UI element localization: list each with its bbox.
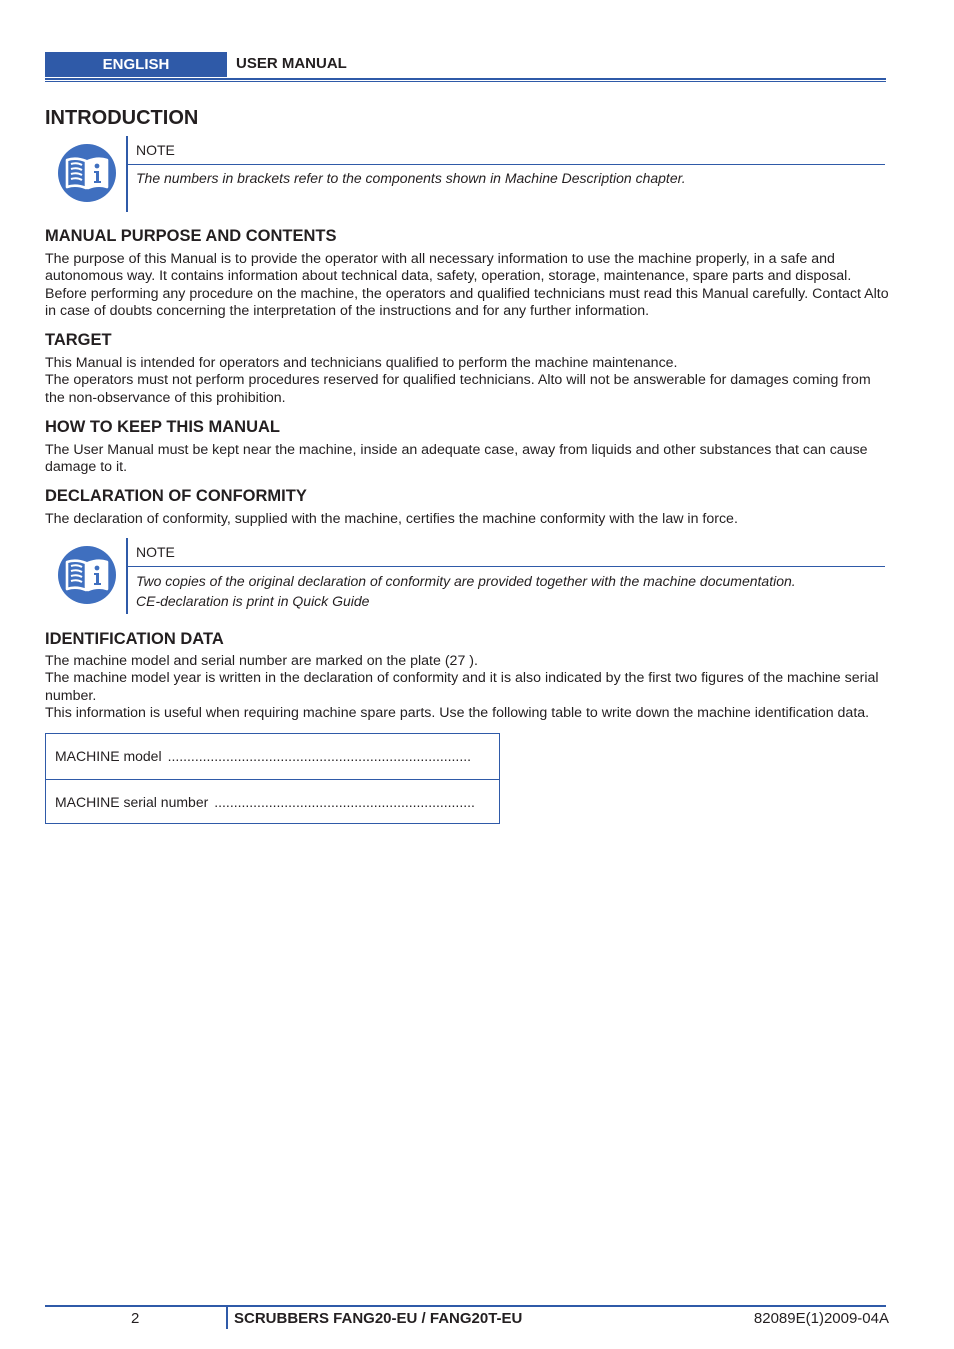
header-rule-thin	[45, 81, 886, 82]
machine-model-row[interactable]	[46, 734, 499, 778]
manual-info-icon	[58, 144, 116, 202]
identification-table	[45, 733, 500, 824]
section-title-purpose: MANUAL PURPOSE AND CONTENTS	[45, 227, 337, 245]
section-body-purpose	[45, 251, 890, 321]
machine-model-dots: ..............................................................................	[167, 748, 471, 764]
machine-serial-row[interactable]	[46, 779, 499, 823]
footer-doc-code: 82089E(1)2009-04A	[753, 1310, 889, 1327]
note-divider	[126, 538, 128, 614]
section-body-keep	[45, 442, 890, 477]
section-body-conformity	[45, 511, 890, 528]
note-divider	[126, 136, 128, 212]
header-rule	[45, 78, 886, 80]
header-doc-type: USER MANUAL	[236, 55, 347, 72]
page-title: INTRODUCTION	[45, 107, 199, 129]
note-label: NOTE	[136, 142, 175, 158]
page-number: 2	[131, 1310, 140, 1327]
paragraph: This information is useful when requiring machine spare parts. Use the following table to write down the machine identification data.	[45, 705, 870, 722]
note-text: The numbers in brackets refer to the components shown in Machine Description chapter.	[136, 170, 686, 186]
note-rule	[128, 164, 885, 165]
section-title-keep: HOW TO KEEP THIS MANUAL	[45, 418, 280, 436]
manual-info-icon	[58, 546, 116, 604]
note-rule	[128, 566, 885, 567]
machine-model-label: MACHINE model	[55, 748, 162, 764]
paragraph: The declaration of conformity, supplied with the machine, certifies the machine conformity with the law in force.	[45, 511, 738, 527]
language-tab: ENGLISH	[45, 52, 227, 77]
paragraph: The purpose of this Manual is to provide the operator with all necessary information to use the machine properly, in a safe and autonomous way. It contains information about technical data, safety, operation, storage, maintenance, spare parts and disposal.	[45, 251, 852, 285]
machine-serial-label: MACHINE serial number	[55, 793, 209, 810]
note-line: CE-declaration is print in Quick Guide	[136, 593, 370, 609]
paragraph: The machine model and serial number are marked on the plate (27 ).	[45, 653, 478, 669]
note-label: NOTE	[136, 544, 175, 560]
paragraph: The User Manual must be kept near the machine, inside an adequate case, away from liquids and other substances that can cause damage to it.	[45, 442, 868, 476]
paragraph: The operators must not perform procedures reserved for qualified technicians. Alto will not be answerable for damages coming from the non-observance of this prohibition.	[45, 372, 871, 406]
paragraph: The machine model year is written in the declaration of conformity and it is also indicated by the first two figures of the machine serial number.	[45, 670, 879, 704]
note-text	[136, 571, 881, 611]
footer-rule	[45, 1305, 886, 1307]
section-title-conformity: DECLARATION OF CONFORMITY	[45, 487, 307, 505]
footer-product: SCRUBBERS FANG20-EU / FANG20T-EU	[234, 1310, 523, 1327]
paragraph: Before performing any procedure on the machine, the operators and qualified technicians must read this Manual carefully. Contact Alto in case of doubts concerning the interpretation of the instructions and for any further information.	[45, 285, 889, 320]
section-title-target: TARGET	[45, 331, 112, 349]
section-body-target	[45, 355, 890, 407]
machine-serial-dots: ...................................................................	[214, 793, 475, 810]
section-title-identification: IDENTIFICATION DATA	[45, 630, 224, 648]
paragraph: This Manual is intended for operators and technicians qualified to perform the machine maintenance.	[45, 355, 678, 371]
section-body-identification	[45, 653, 890, 723]
note-line: Two copies of the original declaration of conformity are provided together with the machine documentation.	[136, 573, 796, 589]
footer-divider	[226, 1307, 228, 1329]
